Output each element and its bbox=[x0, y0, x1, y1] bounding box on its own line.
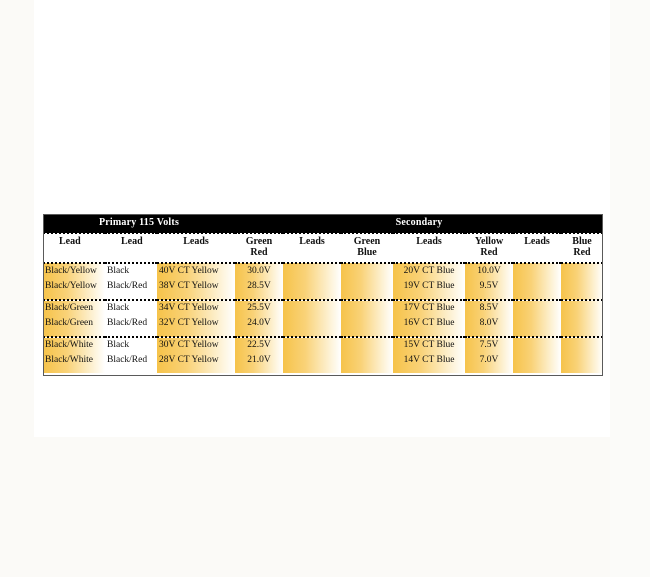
header-leads-2: Leads bbox=[283, 233, 341, 263]
cell-blue-red bbox=[561, 316, 603, 331]
cell-yellow-red: 9.5V bbox=[465, 279, 513, 294]
cell-yellow-red: 7.0V bbox=[465, 353, 513, 368]
cell-leads-1: 32V CT Yellow bbox=[157, 316, 235, 331]
header-leads-3: Leads bbox=[393, 233, 465, 263]
header-leads-4: Leads bbox=[513, 233, 561, 263]
cell-yellow-red: 8.5V bbox=[465, 301, 513, 316]
cell-leads-3: 14V CT Blue bbox=[393, 353, 465, 368]
cell-leads-4 bbox=[513, 279, 561, 294]
cell-lead-2: Black bbox=[105, 301, 157, 316]
table-bottom-spacer bbox=[43, 368, 603, 373]
cell-lead-1: Black/Yellow bbox=[43, 279, 105, 294]
transformer-spec-table bbox=[43, 214, 603, 373]
cell-lead-2: Black/Red bbox=[105, 316, 157, 331]
cell-leads-3: 16V CT Blue bbox=[393, 316, 465, 331]
cell-leads-2 bbox=[283, 301, 341, 316]
table-row bbox=[43, 263, 603, 279]
header-blue-red-line1: Blue bbox=[572, 236, 592, 247]
page-background-right bbox=[610, 0, 650, 577]
table-band-row bbox=[43, 214, 603, 233]
cell-leads-2 bbox=[283, 279, 341, 294]
cell-leads-2 bbox=[283, 353, 341, 368]
cell-lead-1: Black/Green bbox=[43, 316, 105, 331]
cell-blue-red bbox=[561, 279, 603, 294]
cell-blue-red bbox=[561, 338, 603, 353]
cell-green-blue bbox=[341, 301, 393, 316]
header-green-blue bbox=[341, 233, 393, 263]
cell-green-red: 30.0V bbox=[235, 263, 283, 279]
table-row bbox=[43, 353, 603, 368]
cell-leads-3: 20V CT Blue bbox=[393, 263, 465, 279]
cell-blue-red bbox=[561, 301, 603, 316]
cell-leads-3: 15V CT Blue bbox=[393, 338, 465, 353]
cell-lead-2: Black bbox=[105, 338, 157, 353]
header-lead-1: Lead bbox=[43, 233, 105, 263]
transformer-spec-table-container bbox=[43, 214, 603, 373]
band-primary-label: Primary 115 Volts bbox=[43, 214, 235, 233]
header-leads-1: Leads bbox=[157, 233, 235, 263]
band-secondary-label: Secondary bbox=[235, 214, 603, 233]
table-header-row bbox=[43, 233, 603, 263]
header-lead-2: Lead bbox=[105, 233, 157, 263]
cell-leads-1: 40V CT Yellow bbox=[157, 263, 235, 279]
cell-leads-1: 34V CT Yellow bbox=[157, 301, 235, 316]
cell-green-blue bbox=[341, 279, 393, 294]
cell-lead-1: Black/White bbox=[43, 338, 105, 353]
cell-leads-1: 38V CT Yellow bbox=[157, 279, 235, 294]
header-blue-red-line2: Red bbox=[573, 246, 591, 258]
cell-lead-1: Black/White bbox=[43, 353, 105, 368]
cell-blue-red bbox=[561, 263, 603, 279]
table-row bbox=[43, 279, 603, 294]
cell-leads-3: 19V CT Blue bbox=[393, 279, 465, 294]
cell-blue-red bbox=[561, 353, 603, 368]
cell-leads-2 bbox=[283, 338, 341, 353]
cell-green-blue bbox=[341, 338, 393, 353]
cell-green-red: 22.5V bbox=[235, 338, 283, 353]
header-green-blue-line1: Green bbox=[353, 236, 381, 247]
header-yellow-red-line1: Yellow bbox=[474, 236, 504, 247]
header-green-red-line1: Green bbox=[245, 236, 273, 247]
cell-leads-4 bbox=[513, 301, 561, 316]
cell-yellow-red: 10.0V bbox=[465, 263, 513, 279]
cell-leads-4 bbox=[513, 316, 561, 331]
cell-yellow-red: 7.5V bbox=[465, 338, 513, 353]
cell-green-red: 25.5V bbox=[235, 301, 283, 316]
cell-green-red: 28.5V bbox=[235, 279, 283, 294]
cell-green-blue bbox=[341, 316, 393, 331]
cell-yellow-red: 8.0V bbox=[465, 316, 513, 331]
cell-leads-2 bbox=[283, 263, 341, 279]
cell-leads-1: 28V CT Yellow bbox=[157, 353, 235, 368]
cell-lead-2: Black/Red bbox=[105, 353, 157, 368]
header-green-red-line2: Red bbox=[250, 246, 268, 258]
table-row bbox=[43, 301, 603, 316]
header-yellow-red bbox=[465, 233, 513, 263]
cell-green-red: 21.0V bbox=[235, 353, 283, 368]
header-yellow-red-line2: Red bbox=[480, 246, 498, 258]
cell-leads-4 bbox=[513, 353, 561, 368]
cell-leads-4 bbox=[513, 338, 561, 353]
header-blue-red bbox=[561, 233, 603, 263]
cell-green-red: 24.0V bbox=[235, 316, 283, 331]
table-row bbox=[43, 316, 603, 331]
cell-leads-3: 17V CT Blue bbox=[393, 301, 465, 316]
header-green-red bbox=[235, 233, 283, 263]
page-background-bottom bbox=[0, 437, 650, 577]
cell-lead-2: Black bbox=[105, 263, 157, 279]
header-green-blue-line2: Blue bbox=[357, 246, 377, 258]
cell-lead-1: Black/Green bbox=[43, 301, 105, 316]
cell-lead-1: Black/Yellow bbox=[43, 263, 105, 279]
table-row bbox=[43, 338, 603, 353]
cell-green-blue bbox=[341, 263, 393, 279]
cell-leads-2 bbox=[283, 316, 341, 331]
cell-lead-2: Black/Red bbox=[105, 279, 157, 294]
cell-green-blue bbox=[341, 353, 393, 368]
cell-leads-1: 30V CT Yellow bbox=[157, 338, 235, 353]
cell-leads-4 bbox=[513, 263, 561, 279]
